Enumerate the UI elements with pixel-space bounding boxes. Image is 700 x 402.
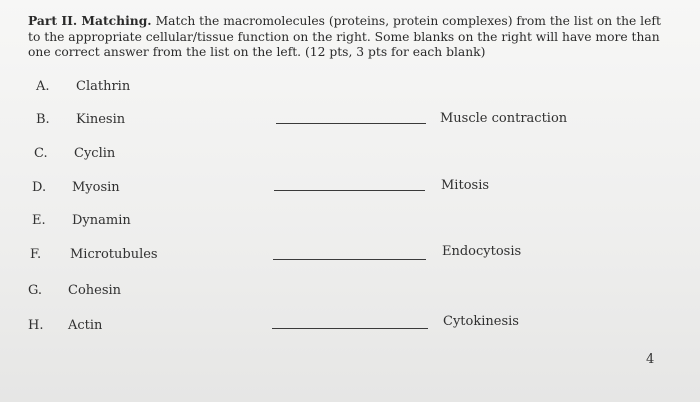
function-label: Endocytosis — [442, 243, 522, 259]
answer-blank[interactable] — [273, 259, 426, 260]
page-number: 4 — [646, 352, 655, 367]
list-item — [30, 245, 158, 263]
list-item — [32, 211, 131, 229]
item-letter: C. — [34, 145, 48, 161]
list-item — [36, 77, 130, 95]
item-name: Clathrin — [76, 78, 131, 94]
item-letter: B. — [36, 111, 50, 127]
list-item — [28, 316, 102, 334]
function-label: Mitosis — [441, 177, 490, 193]
item-name: Cyclin — [74, 145, 116, 161]
section-title: Part II. Matching. — [28, 13, 152, 28]
instructions-paragraph — [28, 13, 668, 61]
item-name: Dynamin — [72, 212, 131, 228]
item-letter: A. — [36, 78, 50, 94]
list-item — [28, 281, 121, 299]
item-name: Cohesin — [68, 282, 122, 298]
item-letter: E. — [32, 212, 46, 228]
answer-blank[interactable] — [272, 328, 428, 329]
answer-blank[interactable] — [274, 190, 425, 191]
answer-blank[interactable] — [276, 123, 426, 124]
item-name: Microtubules — [70, 246, 158, 262]
list-item — [34, 144, 115, 162]
item-name: Kinesin — [76, 111, 126, 127]
item-letter: D. — [32, 179, 47, 195]
item-letter: H. — [28, 317, 44, 333]
function-label: Cytokinesis — [443, 313, 519, 329]
item-name: Myosin — [72, 179, 120, 195]
function-label: Muscle contraction — [440, 110, 568, 126]
item-letter: G. — [28, 282, 43, 298]
list-item — [32, 178, 120, 196]
instructions-text: Match the macromolecules (proteins, protein complexes) from the list on the left to the appropriate cellular/tissue function on the right. Some blanks on the right will have more than one correct answer from the list on the left. (12 pts, 3 pts for each blank) — [28, 14, 661, 59]
item-letter: F. — [30, 246, 42, 262]
list-item — [36, 110, 125, 128]
item-name: Actin — [68, 317, 103, 333]
